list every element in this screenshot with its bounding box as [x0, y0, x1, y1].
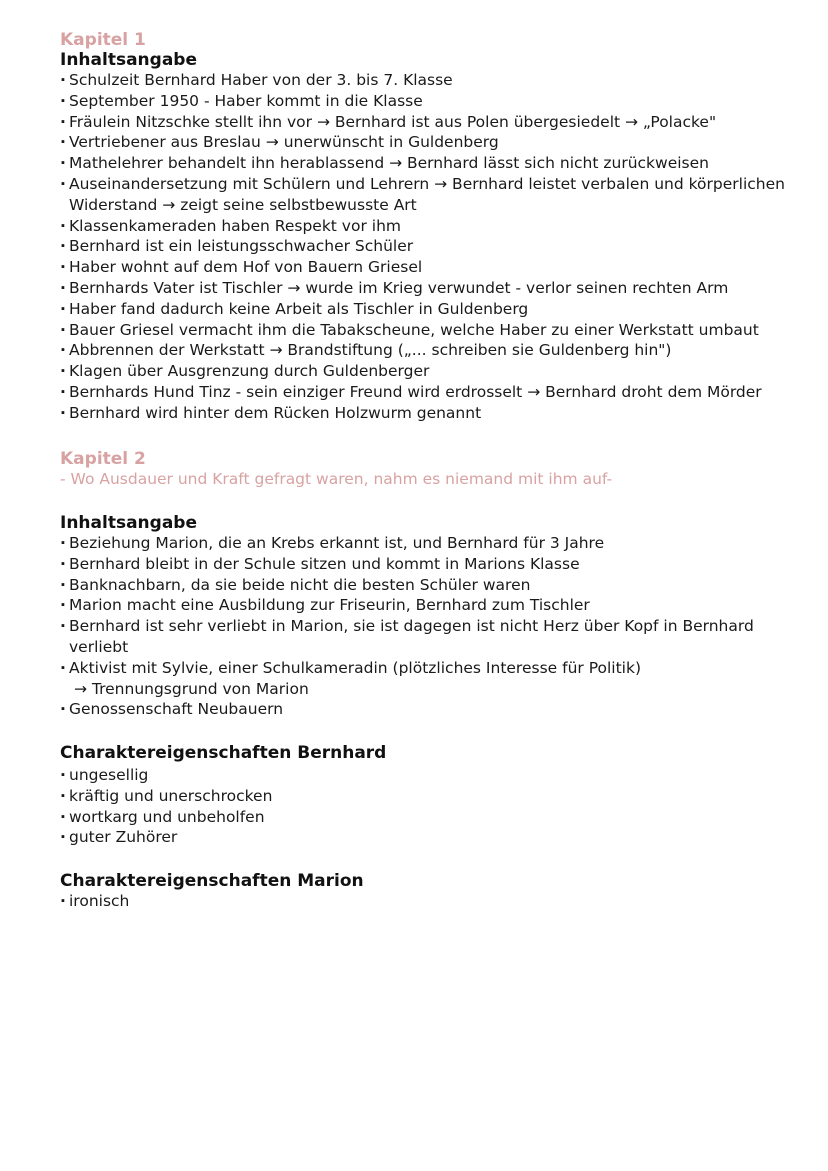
list-item: · Auseinandersetzung mit Schülern und Lehrern → Bernhard leistet verbalen und körperlichen Widerstand → zeigt seine selbstbewusste Art	[60, 174, 798, 216]
list-item: · September 1950 - Haber kommt in die Klasse	[60, 91, 798, 112]
chapter-2-quote: - Wo Ausdauer und Kraft gefragt waren, nahm es niemand mit ihm auf-	[60, 470, 613, 488]
list-item: · ironisch	[60, 891, 129, 912]
chapter-2-title: Kapitel 2	[60, 449, 146, 469]
traits-marion-list	[60, 891, 129, 912]
list-item	[60, 658, 798, 700]
traits-bernhard-list	[60, 765, 272, 848]
list-item: · kräftig und unerschrocken	[60, 786, 272, 807]
traits-marion-heading: Charaktereigenschaften Marion	[60, 871, 364, 891]
list-item: · Fräulein Nitzschke stellt ihn vor → Bernhard ist aus Polen übergesiedelt → „Polacke"	[60, 112, 798, 133]
list-item: · Bernhard bleibt in der Schule sitzen und kommt in Marions Klasse	[60, 554, 798, 575]
list-item: · Bernhard wird hinter dem Rücken Holzwurm genannt	[60, 403, 798, 424]
list-item: · Abbrennen der Werkstatt → Brandstiftung („... schreiben sie Guldenberg hin")	[60, 340, 798, 361]
list-item: · Haber wohnt auf dem Hof von Bauern Griesel	[60, 257, 798, 278]
list-item: · Banknachbarn, da sie beide nicht die besten Schüler waren	[60, 575, 798, 596]
list-item: · Bauer Griesel vermacht ihm die Tabakscheune, welche Haber zu einer Werkstatt umbaut	[60, 320, 798, 341]
list-item: · wortkarg und unbeholfen	[60, 807, 272, 828]
list-item: · Bernhard ist ein leistungsschwacher Schüler	[60, 236, 798, 257]
chapter-1-summary-list	[60, 70, 798, 424]
list-item: · Bernhards Hund Tinz - sein einziger Freund wird erdrosselt → Bernhard droht dem Mörder	[60, 382, 798, 403]
list-item: · Marion macht eine Ausbildung zur Friseurin, Bernhard zum Tischler	[60, 595, 798, 616]
list-item-text: Aktivist mit Sylvie, einer Schulkameradin (plötzliches Interesse für Politik)	[69, 658, 641, 677]
list-item: · Klassenkameraden haben Respekt vor ihm	[60, 216, 798, 237]
chapter-2-summary-heading: Inhaltsangabe	[60, 513, 197, 533]
chapter-2-summary-list	[60, 533, 798, 720]
traits-bernhard-heading: Charaktereigenschaften Bernhard	[60, 743, 387, 763]
list-item: · Bernhards Vater ist Tischler → wurde im Krieg verwundet - verlor seinen rechten Arm	[60, 278, 798, 299]
list-item: · guter Zuhörer	[60, 827, 272, 848]
list-item: · Klagen über Ausgrenzung durch Guldenberger	[60, 361, 798, 382]
list-item-continuation: → Trennungsgrund von Marion	[74, 679, 309, 698]
list-item: · Mathelehrer behandelt ihn herablassend → Bernhard lässt sich nicht zurückweisen	[60, 153, 798, 174]
chapter-1-summary-heading: Inhaltsangabe	[60, 50, 197, 70]
list-item: · Vertriebener aus Breslau → unerwünscht in Guldenberg	[60, 132, 798, 153]
list-item: · ungesellig	[60, 765, 272, 786]
list-item: · Haber fand dadurch keine Arbeit als Tischler in Guldenberg	[60, 299, 798, 320]
list-item: · Beziehung Marion, die an Krebs erkannt ist, und Bernhard für 3 Jahre	[60, 533, 798, 554]
chapter-1-title: Kapitel 1	[60, 30, 146, 50]
list-item: · Schulzeit Bernhard Haber von der 3. bis 7. Klasse	[60, 70, 798, 91]
list-item: · Genossenschaft Neubauern	[60, 699, 798, 720]
list-item: · Bernhard ist sehr verliebt in Marion, sie ist dagegen ist nicht Herz über Kopf in Bernhard verliebt	[60, 616, 798, 658]
